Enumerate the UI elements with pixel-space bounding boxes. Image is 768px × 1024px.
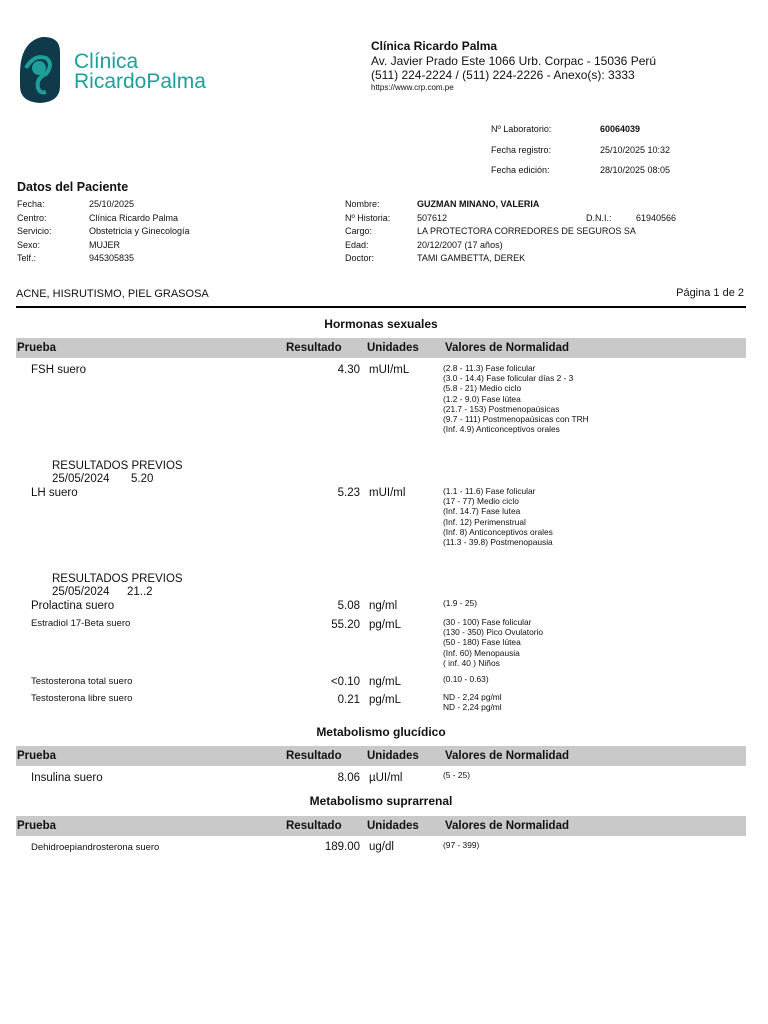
edition-date-label: Fecha edición: bbox=[491, 165, 550, 175]
patient-name: GUZMAN MINANO, VALERIA bbox=[417, 199, 540, 209]
test-name: LH suero bbox=[31, 487, 78, 499]
normal-value-line: (50 - 180) Fase lútea bbox=[443, 637, 521, 648]
normal-value-line: (2.8 - 11.3) Fase folicular bbox=[443, 363, 536, 373]
normal-value-line: (1.9 - 25) bbox=[443, 598, 477, 608]
previous-result-value: 21..2 bbox=[127, 586, 153, 598]
clinic-phones: (511) 224-2224 / (511) 224-2226 - Anexo(s): 3333 bbox=[371, 68, 635, 82]
section-title-suprarrenal: Metabolismo suprarrenal bbox=[309, 794, 453, 808]
patient-sex-label: Sexo: bbox=[17, 240, 41, 250]
registration-date-label: Fecha registro: bbox=[491, 145, 552, 155]
col-test: Prueba bbox=[17, 750, 56, 762]
test-result: 55.20 bbox=[331, 619, 360, 631]
previous-result-date: 25/05/2024 bbox=[52, 586, 110, 598]
patient-name-label: Nombre: bbox=[345, 199, 380, 209]
test-normal-values bbox=[443, 840, 479, 850]
test-name: Estradiol 17-Beta suero bbox=[31, 618, 131, 629]
registration-date: 25/10/2025 10:32 bbox=[600, 145, 671, 155]
normal-value-line: ND - 2,24 pg/ml bbox=[443, 702, 502, 713]
test-normal-values bbox=[443, 617, 543, 668]
clinic-url[interactable]: https://www.crp.com.pe bbox=[371, 83, 454, 92]
patient-dni-label: D.N.I.: bbox=[586, 213, 612, 223]
patient-center: Clínica Ricardo Palma bbox=[89, 213, 179, 223]
test-name: Prolactina suero bbox=[31, 600, 115, 612]
lab-number: 60064039 bbox=[600, 124, 641, 134]
test-normal-values bbox=[443, 363, 589, 434]
logo-line1: Clínica bbox=[74, 50, 139, 73]
patient-dni: 61940566 bbox=[636, 213, 677, 223]
test-unit: pg/mL bbox=[369, 619, 401, 631]
col-normal: Valores de Normalidad bbox=[445, 342, 569, 354]
page-number: Página 1 de 2 bbox=[676, 287, 744, 299]
test-normal-values bbox=[443, 692, 502, 712]
patient-age: 20/12/2007 (17 años) bbox=[417, 240, 503, 250]
test-result: 5.23 bbox=[337, 487, 360, 499]
table-header bbox=[16, 746, 746, 766]
test-result: 4.30 bbox=[337, 364, 360, 376]
patient-service-label: Servicio: bbox=[17, 226, 52, 236]
logo-line2: RicardoPalma bbox=[74, 70, 206, 93]
table-header bbox=[16, 816, 746, 836]
test-unit: mUI/ml bbox=[369, 487, 406, 499]
test-unit: ug/dl bbox=[369, 841, 394, 853]
patient-phone-label: Telf.: bbox=[17, 253, 37, 263]
patient-date: 25/10/2025 bbox=[89, 199, 135, 209]
diagnosis: ACNE, HISRUTISMO, PIEL GRASOSA bbox=[16, 288, 209, 300]
col-result: Resultado bbox=[286, 342, 342, 354]
patient-section-title: Datos del Paciente bbox=[17, 180, 129, 194]
header-divider bbox=[16, 306, 746, 308]
patient-charge: LA PROTECTORA CORREDORES DE SEGUROS SA bbox=[417, 226, 636, 236]
section-title-glucidico: Metabolismo glucídico bbox=[316, 725, 446, 739]
test-normal-values bbox=[443, 486, 553, 547]
test-result: 8.06 bbox=[337, 772, 360, 784]
test-unit: ng/mL bbox=[369, 676, 401, 688]
patient-service: Obstetricia y Ginecología bbox=[89, 226, 190, 236]
clinic-logo bbox=[16, 34, 62, 104]
test-name: FSH suero bbox=[31, 364, 86, 376]
previous-result-value: 5.20 bbox=[131, 473, 154, 485]
patient-history: 507612 bbox=[417, 213, 448, 223]
edition-date: 28/10/2025 08:05 bbox=[600, 165, 671, 175]
previous-result-date: 25/05/2024 bbox=[52, 473, 110, 485]
col-result: Resultado bbox=[286, 750, 342, 762]
test-name: Insulina suero bbox=[31, 772, 103, 784]
normal-value-line: ( inf. 40 ) Niños bbox=[443, 657, 500, 668]
patient-history-label: Nº Historia: bbox=[345, 213, 391, 223]
test-unit: mUI/mL bbox=[369, 364, 410, 376]
previous-results-title: RESULTADOS PREVIOS bbox=[52, 573, 183, 585]
col-units: Unidades bbox=[367, 820, 419, 832]
col-test: Prueba bbox=[17, 820, 56, 832]
test-name: Testosterona libre suero bbox=[31, 693, 133, 704]
table-header bbox=[16, 338, 746, 358]
test-unit: ng/ml bbox=[369, 600, 398, 612]
test-normal-values bbox=[443, 598, 477, 608]
normal-value-line: (0.10 - 0.63) bbox=[443, 674, 489, 684]
patient-doctor: TAMI GAMBETTA, DEREK bbox=[417, 253, 526, 263]
normal-value-line: (3.0 - 14.4) Fase folicular días 2 - 3 bbox=[443, 373, 574, 384]
normal-value-line: ND - 2,24 pg/ml bbox=[443, 692, 502, 702]
normal-value-line: (1.2 - 9.0) Fase lútea bbox=[443, 393, 521, 404]
lab-number-label: Nº Laboratorio: bbox=[491, 124, 552, 134]
col-normal: Valores de Normalidad bbox=[445, 820, 569, 832]
patient-phone: 945305835 bbox=[89, 253, 135, 263]
test-result: 5.08 bbox=[337, 600, 360, 612]
col-test: Prueba bbox=[17, 342, 56, 354]
normal-value-line: (Inf. 8) Anticonceptivos orales bbox=[443, 526, 553, 537]
col-normal: Valores de Normalidad bbox=[445, 750, 569, 762]
previous-results-title: RESULTADOS PREVIOS bbox=[52, 460, 183, 472]
test-normal-values bbox=[443, 770, 470, 780]
clinic-name: Clínica Ricardo Palma bbox=[371, 39, 498, 53]
test-normal-values bbox=[443, 674, 489, 684]
patient-charge-label: Cargo: bbox=[345, 226, 373, 236]
patient-date-label: Fecha: bbox=[17, 199, 45, 209]
test-name: Dehidroepiandrosterona suero bbox=[31, 842, 160, 853]
clinic-address: Av. Javier Prado Este 1066 Urb. Corpac - 15036 Perú bbox=[371, 54, 657, 68]
test-result: 0.21 bbox=[337, 694, 360, 706]
normal-value-line: (130 - 350) Pico Ovulatorio bbox=[443, 627, 544, 638]
normal-value-line: (17 - 77) Medio ciclo bbox=[443, 496, 519, 507]
normal-value-line: (1.1 - 11.6) Fase folicular bbox=[443, 486, 536, 496]
col-units: Unidades bbox=[367, 342, 419, 354]
section-title-hormonas: Hormonas sexuales bbox=[324, 317, 438, 331]
patient-center-label: Centro: bbox=[17, 213, 47, 223]
normal-value-line: (21.7 - 153) Postmenopaúsicas bbox=[443, 403, 560, 414]
test-unit: µUI/ml bbox=[369, 772, 403, 784]
normal-value-line: (11.3 - 39.8) Postmenopausia bbox=[443, 537, 553, 548]
patient-doctor-label: Doctor: bbox=[345, 253, 375, 263]
normal-value-line: (97 - 399) bbox=[443, 840, 480, 850]
normal-value-line: (5.8 - 21) Medio ciclo bbox=[443, 383, 522, 394]
patient-sex: MUJER bbox=[89, 240, 120, 250]
normal-value-line: (5 - 25) bbox=[443, 770, 470, 780]
test-name: Testosterona total suero bbox=[31, 676, 133, 687]
col-result: Resultado bbox=[286, 820, 342, 832]
test-unit: pg/mL bbox=[369, 694, 401, 706]
test-result: <0.10 bbox=[330, 676, 360, 688]
patient-age-label: Edad: bbox=[345, 240, 369, 250]
test-result: 189.00 bbox=[324, 841, 360, 853]
normal-value-line: (30 - 100) Fase folicular bbox=[443, 617, 532, 627]
normal-value-line: (Inf. 4.9) Anticonceptivos orales bbox=[443, 424, 560, 435]
col-units: Unidades bbox=[367, 750, 419, 762]
normal-value-line: (Inf. 12) Perimenstrual bbox=[443, 516, 526, 527]
normal-value-line: (Inf. 60) Menopausia bbox=[443, 647, 520, 658]
normal-value-line: (9.7 - 111) Postmenopaúsicas con TRH bbox=[443, 414, 589, 425]
normal-value-line: (Inf. 14.7) Fase lutea bbox=[443, 506, 521, 517]
